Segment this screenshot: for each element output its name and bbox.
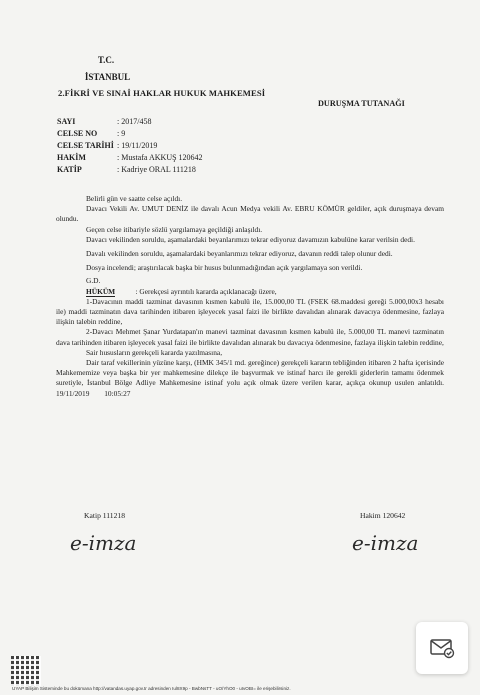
mail-check-button[interactable] [416,622,468,674]
verdict-item-1: 1-Davacının maddi tazminat davasının kısmen kabulü ile, 15.000,00 TL (FSEK 68.maddesi gereği 5.000,00x3 hesabı ile) maddi tazminatın dava tarihinden itibaren işleyecek yasal faizi ile birlikte davalıdan alınarak davacıya ödenmesine, fazlaya ilişkin talebin reddine, [56,296,444,327]
verdict-time: 10:05:27 [104,388,131,398]
verdict-item-2: 2-Davacı Mehmet Şanar Yurdatapan'ın manevi tazminat davasının kısmen kabulü ile, 5.000,00 TL manevi tazminatın dava tarihinden itibaren işleyecek yasal faizi ile birlikte davalıdan alınarak bu davacıya ödenmesine, fazlaya ilişkin talebin reddine, [56,327,444,347]
court-name: 2.FİKRİ VE SINAİ HAKLAR HUKUK MAHKEMESİ [58,88,266,98]
judge-e-signature: e-imza [352,531,419,555]
gd-label: G.D. [86,276,101,286]
uyap-footer: UYAP Bilişim Sisteminde bu dokümana http://vatandas.uyap.gov.tr adresinden Iul8X9p - BwbNsTT - uO/YhO0 - uIvOBI= ile erişebilirsiniz. [12,686,291,691]
judge-label: Hakim 120642 [360,511,406,520]
info-row-sayi: SAYI : 2017/458 [57,117,152,126]
clerk-label: Katip 111218 [84,511,125,520]
info-row-katip: KATİP : Kadriye ORAL 111218 [57,165,196,174]
verdict-heading: HÜKÜM : Gerekçesi ayrıntılı kararda açıklanacağı üzere, [86,286,277,296]
info-row-celse-no: CELSE NO : 9 [57,129,126,138]
paragraph-plaintiff-statement: Davacı vekilinden soruldu, aşamalardaki beyanlarımızı tekrar ediyoruz davamızın kabulüne karar verilsin dedi. [86,234,415,244]
paragraph-oral-hearing: Geçen celse itibariyle sözlü yargılamaya geçildiği anlaşıldı. [86,224,263,234]
header-city: İSTANBUL [84,72,131,82]
info-row-hakim: HAKİM : Mustafa AKKUŞ 120642 [57,153,203,162]
verdict-label: HÜKÜM [86,286,116,296]
verdict-item-3: Sair hususların gerekçeli kararda yazılmasına, [86,347,223,357]
info-row-celse-tarihi: CELSE TARİHİ : 19/11/2019 [57,141,158,150]
paragraph-opening: Belirli gün ve saatte celse açıldı. [86,194,183,203]
paragraph-defendant-statement: Davalı vekilinden soruldu, aşamalardaki beyanlarımızı tekrar ediyoruz, davanın reddi talep olunur dedi. [86,249,393,259]
paragraph-file-reviewed: Dosya incelendi; araştırılacak başka bir husus bulunmadığından açık yargılamaya son verildi. [86,263,363,273]
header-tc: T.C. [97,55,115,65]
mail-check-icon [429,637,455,659]
verdict-appeal-notice: Dair taraf vekillerinin yüzüne karşı, (HMK 345/1 md. gereğince) gerekçeli kararın tebliğinden itibaren 2 hafta içerisinde Mahkememize veya başka bir yer mahkemesine dilekçe ile başvurmak ve istinaf harcı ile gerekli giderlerin tamamı ödenmek suretiyle, İstanbul Bölge Adliye Mahkemesine istinaf yolu açık olmak üzere verilen karar, açıkça okunup usulen anlatıldı. 19/11/2019 10:05:27 [56,358,444,398]
qr-code-icon [11,656,41,686]
minutes-body [56,194,444,399]
clerk-e-signature: e-imza [70,531,137,555]
document-title: DURUŞMA TUTANAĞI [318,99,405,108]
paragraph-attendance: Davacı Vekili Av. UMUT DENİZ ile davalı Acun Medya vekili Av. EBRU KÖMÜR geldiler, açık duruşmaya devam olundu. [56,204,444,224]
